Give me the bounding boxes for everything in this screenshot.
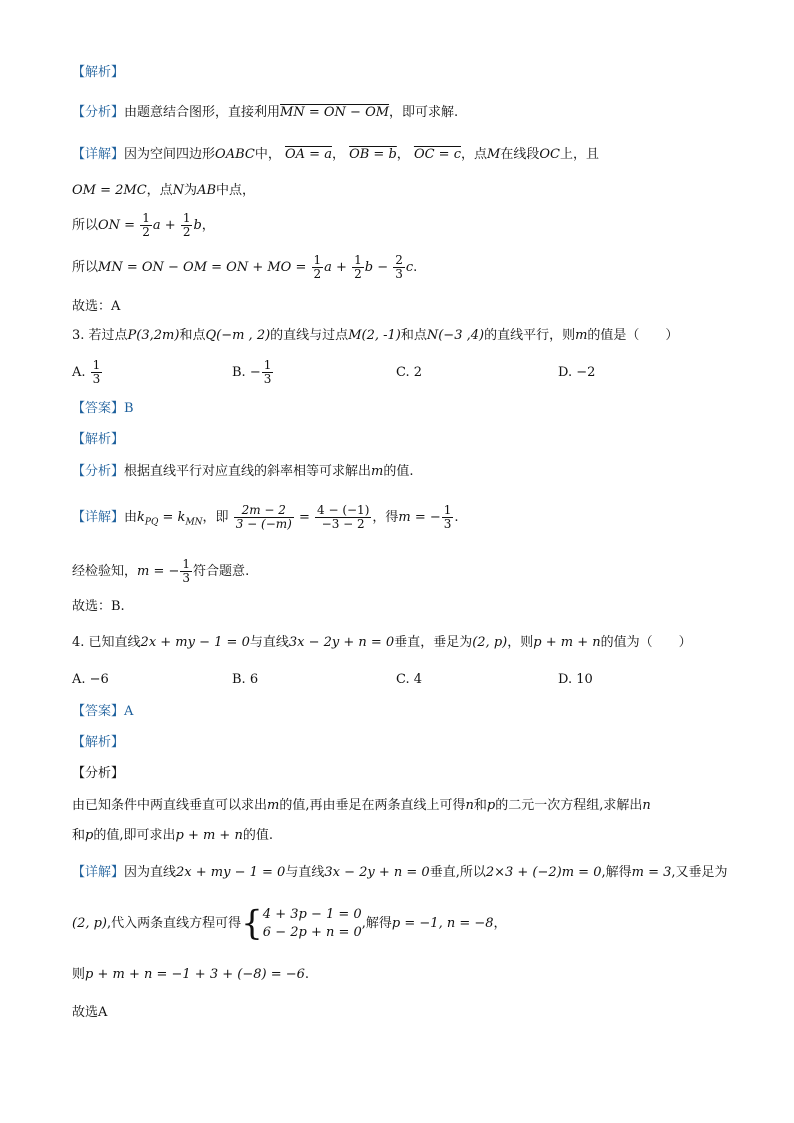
q4-answer: 故选A (72, 1005, 108, 1020)
vector-formula: MN = ON − OM (280, 105, 390, 120)
q4-xiangjie-line2: (2, p),代入两条直线方程可得{ 4 + 3p − 1 = 0 6 − 2p + n = 0 ,解得p = −1, n = −8， (72, 903, 507, 944)
q4-jiexi: 【解析】 (72, 735, 125, 750)
option-c: C. 2 (396, 365, 423, 380)
fraction-two-thirds: $\frac{2}{3}$ (395, 253, 403, 281)
q4-daan: 【答案】A (72, 704, 134, 719)
q4-options (72, 671, 722, 689)
vector-oa: OA = a (284, 147, 332, 162)
option-c: C. 4 (396, 672, 423, 687)
q3-stem: 3. 若过点P(3,2m)和点Q(−m , 2)的直线与过点M(2, -1)和点N(−3 ,4)的直线平行，则m的值是（ ） (72, 328, 679, 343)
q3-fenxi: 【分析】根据直线平行对应直线的斜率相等可求解出m的值. (72, 464, 414, 479)
q4-fenxi: 【分析】 (72, 766, 125, 781)
q3-daan: 【答案】B (72, 401, 134, 416)
option-a: A. −6 (72, 672, 109, 687)
option-b: B. 6 (232, 672, 259, 687)
option-b: B. − $\frac{1}{3}$ (232, 358, 272, 386)
q4-fenxi-p2: 和p的值,即可求出p + m + n的值. (72, 828, 273, 843)
xiangjie-tag: 【详解】 (72, 147, 125, 162)
vector-oc: OC = c (413, 147, 461, 162)
q2-answer: 故选：A (72, 299, 121, 314)
fraction-half: $\frac{1}{2}$ (142, 211, 150, 239)
q4-fenxi-p1: 由已知条件中两直线垂直可以求出m的值,再由垂足在两条直线上可得n和p的二元一次方程组,求解出n (72, 798, 651, 813)
option-d: D. 10 (558, 672, 593, 687)
option-d: D. −2 (558, 365, 596, 380)
brace-icon: { (241, 903, 263, 944)
jiexi-tag: 【解析】 (72, 65, 125, 80)
q3-check: 经检验知，m = − $\frac{1}{3}$ 符合题意. (72, 557, 250, 585)
q2-jiexi-heading (72, 64, 124, 82)
q4-xiangjie-line1: 【详解】因为直线2x + my − 1 = 0与直线3x − 2y + n = 0垂直,所以2×3 + (−2)m = 0,解得m = 3,又垂足为 (72, 865, 728, 880)
fraction-half: $\frac{1}{2}$ (313, 253, 322, 281)
q2-xiangjie-line2: OM = 2MC，点N为AB中点， (72, 183, 256, 198)
q3-options (72, 354, 722, 392)
q2-fenxi: 【分析】由题意结合图形，直接利用MN = ON − OM，即可求解. (72, 105, 459, 120)
q2-xiangjie-line1: 【详解】因为空间四边形OABC中， OA = a， OB = b， OC = c，点M在线段OC上，且 (72, 147, 599, 162)
fraction-half: $\frac{1}{2}$ (182, 211, 191, 239)
fenxi-tag: 【分析】 (72, 105, 125, 120)
q2-mn-formula: 所以MN = ON − OM = ON + MO = $\frac{1}{2}$ a + $\frac{1}{2}$ b − $\frac{2}{3}$ c. (72, 253, 418, 281)
q4-xiangjie-line3: 则p + m + n = −1 + 3 + (−8) = −6. (72, 967, 310, 982)
q2-on-formula: 所以ON = $\frac{1}{2}$ a + $\frac{1}{2}$ b， (72, 211, 215, 239)
fraction-half: $\frac{1}{2}$ (354, 253, 362, 281)
option-a: A. $\frac{1}{3}$ (72, 358, 101, 386)
equation-system: 4 + 3p − 1 = 0 6 − 2p + n = 0 (262, 906, 362, 940)
q3-jiexi: 【解析】 (72, 432, 125, 447)
q3-xiangjie: 【详解】由$k_{PQ} = k_{MN}$，即 $\frac{2m - 2}{3 - (-m)}$ = $\frac{4 - (-1)}{-3 - 2}$ ，得m = − $\frac{1}{3}$ . (72, 503, 459, 531)
vector-ob: OB = b (349, 147, 397, 162)
q3-answer: 故选：B. (72, 599, 125, 614)
q4-stem: 4. 已知直线2x + my − 1 = 0与直线3x − 2y + n = 0垂直，垂足为(2, p)，则p + m + n的值为（ ） (72, 635, 692, 650)
